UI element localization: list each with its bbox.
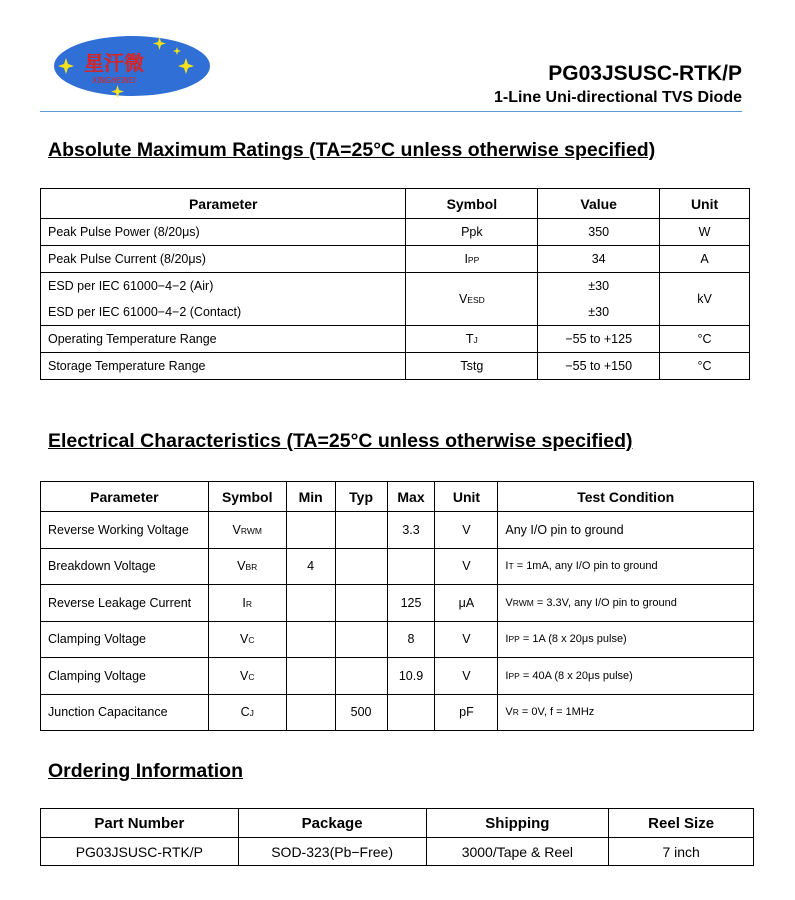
company-logo: [52, 30, 212, 102]
max-cell: [387, 694, 435, 731]
col-header: Min: [286, 482, 335, 512]
unit-cell: °C: [660, 353, 750, 380]
col-header: Symbol: [406, 189, 538, 219]
condition-cell: IPP = 40A (8 x 20μs pulse): [498, 658, 754, 695]
param-cell: Reverse Leakage Current: [41, 585, 209, 622]
shipping-cell: 3000/Tape & Reel: [426, 838, 609, 866]
typ-cell: [335, 512, 387, 549]
header-rule: [40, 111, 742, 112]
unit-cell: °C: [660, 326, 750, 353]
condition-cell: IPP = 1A (8 x 20μs pulse): [498, 621, 754, 658]
ordering-table: [40, 808, 754, 866]
typ-cell: [335, 658, 387, 695]
unit-cell: kV: [660, 273, 750, 326]
min-cell: [286, 585, 335, 622]
table-row: [41, 353, 750, 380]
unit-cell: pF: [435, 694, 498, 731]
col-header: Max: [387, 482, 435, 512]
typ-cell: [335, 548, 387, 585]
col-header: Test Condition: [498, 482, 754, 512]
logo-text-en: XINGHEWEI: [92, 76, 136, 85]
unit-cell: V: [435, 548, 498, 585]
col-header: Typ: [335, 482, 387, 512]
symbol-cell: Tstg: [406, 353, 538, 380]
value-cell: 34: [538, 246, 660, 273]
value-cell: 350: [538, 219, 660, 246]
package-cell: SOD-323(Pb−Free): [238, 838, 426, 866]
logo-text-cn: 星汗微: [84, 51, 144, 75]
table-row: [41, 621, 754, 658]
value-cell: ±30: [538, 299, 660, 326]
table-header-row: [41, 809, 754, 838]
table-row: [41, 219, 750, 246]
param-cell: Storage Temperature Range: [41, 353, 406, 380]
symbol-cell: TJ: [406, 326, 538, 353]
table-row: [41, 694, 754, 731]
max-cell: 10.9: [387, 658, 435, 695]
table-row: [41, 585, 754, 622]
part-cell: PG03JSUSC-RTK/P: [41, 838, 239, 866]
symbol-cell: Ppk: [406, 219, 538, 246]
param-cell: Junction Capacitance: [41, 694, 209, 731]
symbol-cell: VC: [208, 658, 286, 695]
param-cell: Clamping Voltage: [41, 621, 209, 658]
min-cell: [286, 621, 335, 658]
param-cell: Operating Temperature Range: [41, 326, 406, 353]
symbol-cell: CJ: [208, 694, 286, 731]
param-cell: Clamping Voltage: [41, 658, 209, 695]
part-number-title: PG03JSUSC-RTK/P: [548, 62, 742, 85]
table-row: [41, 273, 750, 300]
condition-cell: Any I/O pin to ground: [498, 512, 754, 549]
condition-cell: IT = 1mA, any I/O pin to ground: [498, 548, 754, 585]
table-row: [41, 299, 750, 326]
param-cell: ESD per IEC 61000−4−2 (Contact): [41, 299, 406, 326]
part-subtitle: 1-Line Uni-directional TVS Diode: [493, 89, 742, 106]
min-cell: [286, 512, 335, 549]
typ-cell: 500: [335, 694, 387, 731]
table-row: [41, 838, 754, 866]
col-header: Parameter: [41, 189, 406, 219]
col-header: Symbol: [208, 482, 286, 512]
col-header: Part Number: [41, 809, 239, 838]
symbol-cell: VBR: [208, 548, 286, 585]
min-cell: [286, 694, 335, 731]
min-cell: [286, 658, 335, 695]
param-cell: Peak Pulse Current (8/20μs): [41, 246, 406, 273]
col-header: Package: [238, 809, 426, 838]
condition-cell: VRWM = 3.3V, any I/O pin to ground: [498, 585, 754, 622]
typ-cell: [335, 621, 387, 658]
abs-max-table: [40, 188, 750, 380]
symbol-cell: IR: [208, 585, 286, 622]
symbol-cell: IPP: [406, 246, 538, 273]
symbol-cell: VC: [208, 621, 286, 658]
col-header: Parameter: [41, 482, 209, 512]
max-cell: [387, 548, 435, 585]
param-cell: Breakdown Voltage: [41, 548, 209, 585]
table-row: [41, 548, 754, 585]
abs-max-title: Absolute Maximum Ratings (TA=25°C unless otherwise specified): [48, 139, 656, 161]
unit-cell: μA: [435, 585, 498, 622]
min-cell: 4: [286, 548, 335, 585]
col-header: Value: [538, 189, 660, 219]
param-cell: Reverse Working Voltage: [41, 512, 209, 549]
col-header: Unit: [660, 189, 750, 219]
table-row: [41, 246, 750, 273]
reel-cell: 7 inch: [609, 838, 754, 866]
unit-cell: A: [660, 246, 750, 273]
table-row: [41, 658, 754, 695]
value-cell: −55 to +150: [538, 353, 660, 380]
elec-title: Electrical Characteristics (TA=25°C unless otherwise specified): [48, 430, 633, 452]
typ-cell: [335, 585, 387, 622]
col-header: Reel Size: [609, 809, 754, 838]
table-header-row: [41, 482, 754, 512]
value-cell: ±30: [538, 273, 660, 300]
col-header: Unit: [435, 482, 498, 512]
ordering-title: Ordering Information: [48, 760, 243, 782]
symbol-cell: VRWM: [208, 512, 286, 549]
value-cell: −55 to +125: [538, 326, 660, 353]
table-row: [41, 326, 750, 353]
unit-cell: W: [660, 219, 750, 246]
max-cell: 8: [387, 621, 435, 658]
param-cell: ESD per IEC 61000−4−2 (Air): [41, 273, 406, 300]
table-row: [41, 512, 754, 549]
param-cell: Peak Pulse Power (8/20μs): [41, 219, 406, 246]
unit-cell: V: [435, 512, 498, 549]
elec-table: [40, 481, 754, 731]
unit-cell: V: [435, 658, 498, 695]
max-cell: 3.3: [387, 512, 435, 549]
condition-cell: VR = 0V, f = 1MHz: [498, 694, 754, 731]
max-cell: 125: [387, 585, 435, 622]
symbol-cell: VESD: [406, 273, 538, 326]
unit-cell: V: [435, 621, 498, 658]
table-header-row: [41, 189, 750, 219]
col-header: Shipping: [426, 809, 609, 838]
